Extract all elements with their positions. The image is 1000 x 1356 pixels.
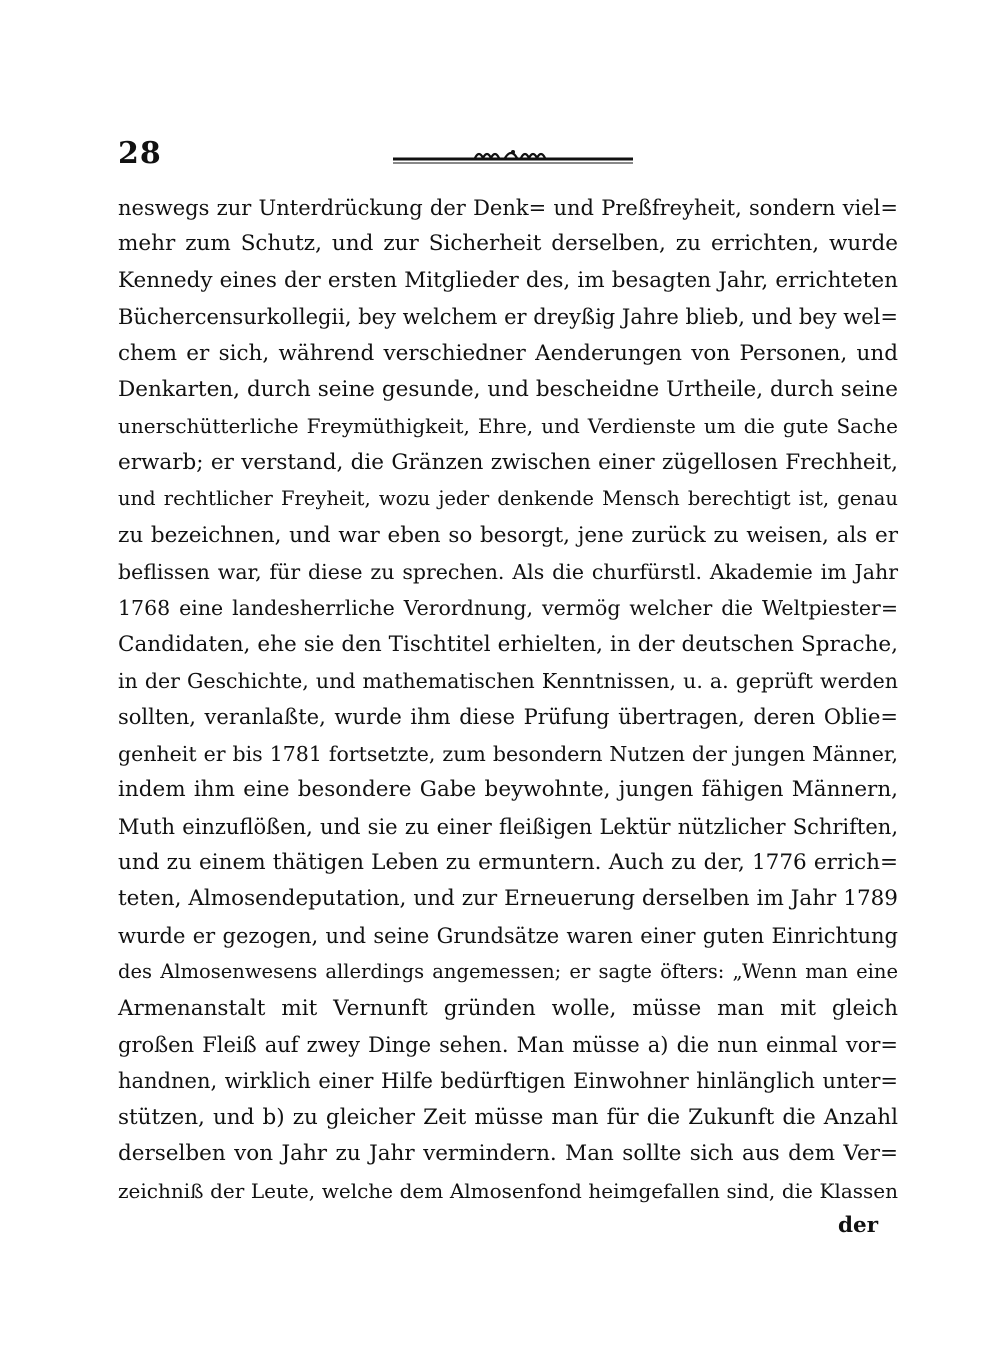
text-line: und zu einem thätigen Leben zu ermuntern. Auch zu der, 1776 errich= xyxy=(118,850,898,876)
text-line: indem ihm eine besondere Gabe beywohnte, jungen fähigen Männern, xyxy=(118,777,898,803)
text-line: Kennedy eines der ersten Mitglieder des, im besagten Jahr, errichteten xyxy=(118,267,898,293)
text-line: zu bezeichnen, und war eben so besorgt, jene zurück zu weisen, als er xyxy=(118,522,898,548)
text-line: teten, Almosendeputation, und zur Erneuerung derselben im Jahr 1789 xyxy=(118,886,898,912)
text-line: derselben von Jahr zu Jahr vermindern. Man sollte sich aus dem Ver= xyxy=(118,1141,898,1167)
text-line: Denkarten, durch seine gesunde, und bescheidne Urtheile, durch seine xyxy=(118,376,898,402)
text-line: Muth einzuflößen, und sie zu einer fleißigen Lektür nützlicher Schriften, xyxy=(118,814,898,839)
body-text xyxy=(118,190,898,1209)
text-line: Armenanstalt mit Vernunft gründen wolle, müsse man mit gleich xyxy=(118,995,898,1021)
text-line: und rechtlicher Freyheit, wozu jeder denkende Mensch berechtigt ist, genau xyxy=(118,487,898,511)
text-line: unerschütterliche Freymüthigkeit, Ehre, und Verdienste um die gute Sache xyxy=(118,414,898,439)
text-line: des Almosenwesens allerdings angemessen; er sagte öfters: „Wenn man eine xyxy=(118,960,898,984)
text-line: sollten, veranlaßte, wurde ihm diese Prüfung übertragen, deren Oblie= xyxy=(118,705,898,730)
text-line: mehr zum Schutz, und zur Sicherheit derselben, zu errichten, wurde xyxy=(118,231,898,257)
text-line: neswegs zur Unterdrückung der Denk= und Preßfreyheit, sondern viel= xyxy=(118,196,898,220)
text-line: genheit er bis 1781 fortsetzte, zum besondern Nutzen der jungen Männer, xyxy=(118,741,898,766)
text-line: in der Geschichte, und mathematischen Kenntnissen, u. a. geprüft werden xyxy=(118,669,898,694)
page-number: 28 xyxy=(118,136,162,171)
catchword: der xyxy=(838,1213,879,1238)
text-line: erwarb; er verstand, die Gränzen zwischen einer zügellosen Frechheit, xyxy=(118,449,898,475)
text-line: Büchercensurkollegii, bey welchem er dreyßig Jahre blieb, und bey wel= xyxy=(118,305,898,330)
text-line: Candidaten, ehe sie den Tischtitel erhielten, in der deutschen Sprache, xyxy=(118,631,898,657)
text-line: wurde er gezogen, und seine Grundsätze waren einer guten Einrichtung xyxy=(118,923,898,948)
text-line: chem er sich, während verschiedner Aenderungen von Personen, und xyxy=(118,340,898,366)
text-line: 1768 eine landesherrliche Verordnung, vermög welcher die Weltpiester= xyxy=(118,596,898,621)
page-header xyxy=(118,134,898,174)
text-line: zeichniß der Leute, welche dem Almosenfond heimgefallen sind, die Klassen xyxy=(118,1178,898,1203)
text-line: stützen, und b) zu gleicher Zeit müsse man für die Zukunft die Anzahl xyxy=(118,1104,898,1130)
text-line: handnen, wirklich einer Hilfe bedürftigen Einwohner hinlänglich unter= xyxy=(118,1069,898,1094)
text-line: großen Fleiß auf zwey Dinge sehen. Man müsse a) die nun einmal vor= xyxy=(118,1032,898,1057)
text-line: beflissen war, für diese zu sprechen. Als die churfürstl. Akademie im Jahr xyxy=(118,559,898,584)
header-ornament-rule xyxy=(393,144,633,166)
